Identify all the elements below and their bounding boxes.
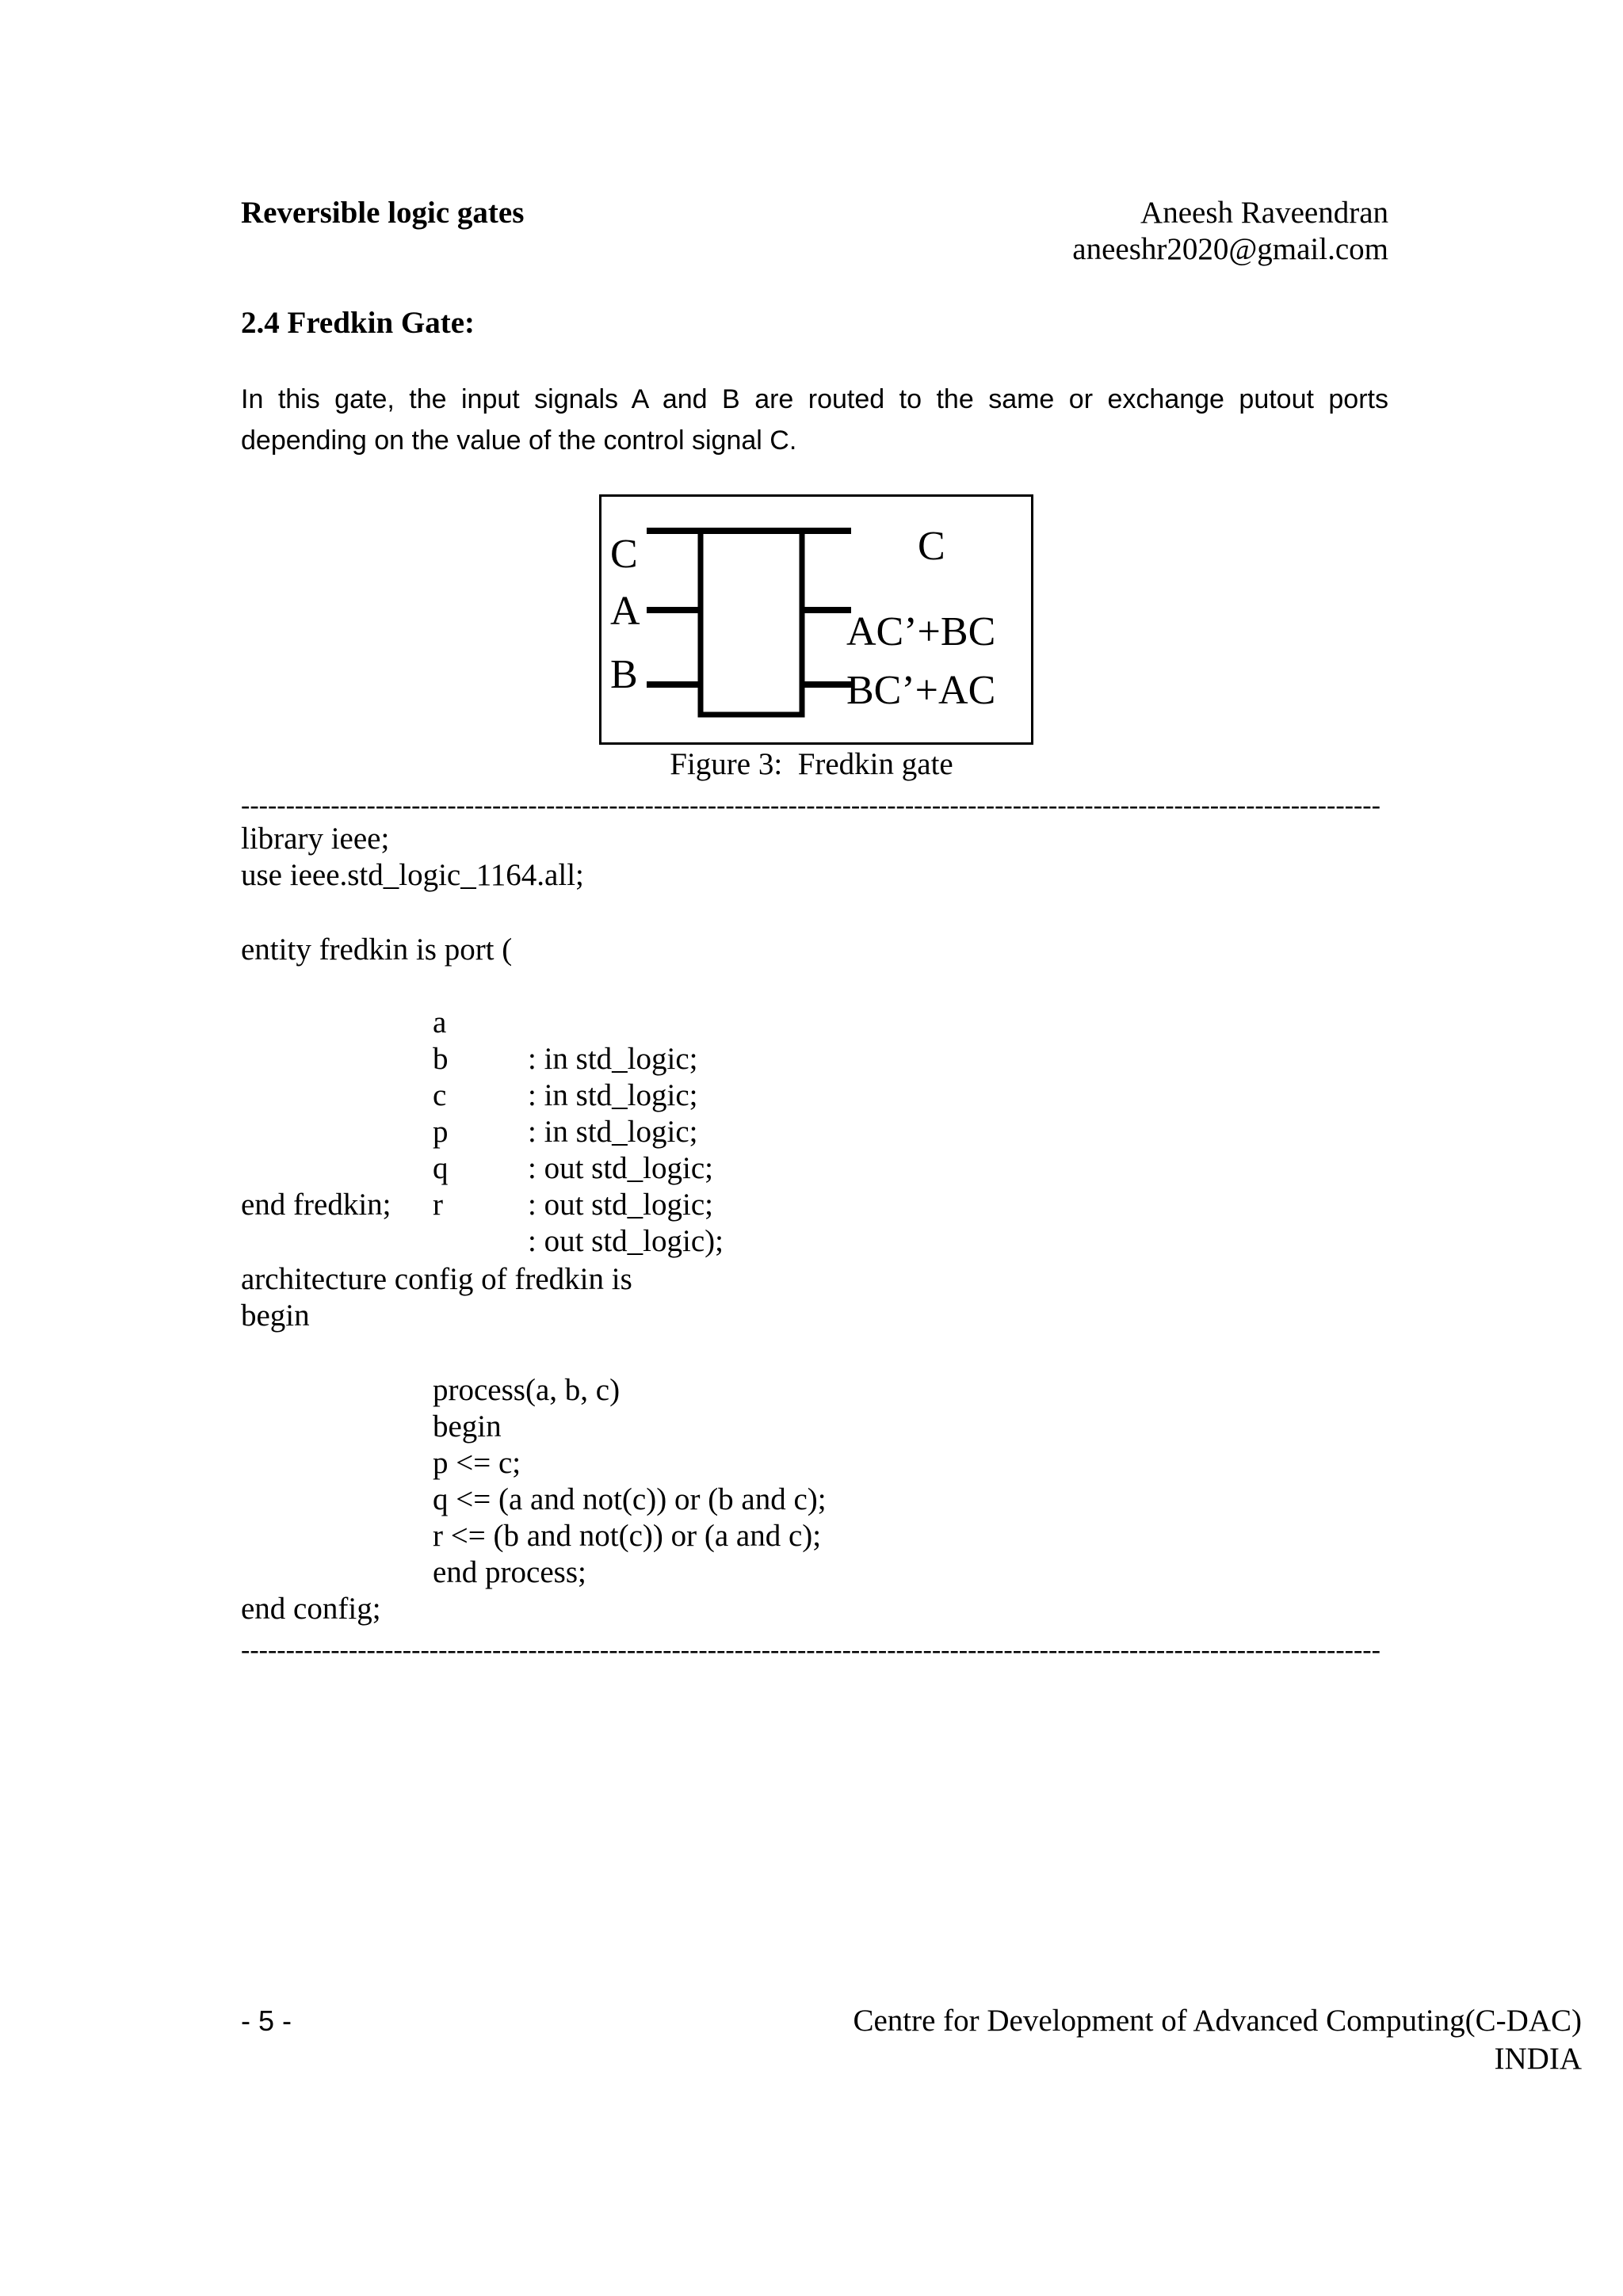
- port-type: : in std_logic;: [528, 1042, 698, 1076]
- separator-bottom: -------------------------------------------------------------------------------------------------------------------------------: [241, 1635, 1381, 1656]
- port-name: p: [433, 1115, 449, 1149]
- port-type: : in std_logic;: [528, 1078, 698, 1112]
- code-entity-close: end fredkin;: [241, 1188, 391, 1222]
- intro-paragraph: In this gate, the input signals A and B are routed to the same or exchange putout ports depending on the value of the control signal C.: [241, 384, 1388, 456]
- port-name: c: [433, 1078, 447, 1112]
- code-port-line: [0, 968, 951, 1076]
- code-entity-open: entity fredkin is port (: [241, 933, 513, 967]
- port-name: a: [433, 1005, 447, 1039]
- code-begin: begin: [241, 1299, 310, 1333]
- code-arch-close: end config;: [241, 1592, 381, 1626]
- port-name: b: [433, 1042, 449, 1076]
- code-process-line: begin: [433, 1409, 502, 1444]
- port-type: : out std_logic;: [528, 1188, 713, 1222]
- output-label-r: BC’+AC: [846, 668, 996, 713]
- gate-body: [701, 531, 802, 715]
- section-title: 2.4 Fredkin Gate:: [241, 306, 475, 340]
- input-label-c: C: [610, 532, 638, 577]
- fredkin-gate-diagram: [599, 494, 1033, 745]
- port-type: : out std_logic);: [528, 1224, 724, 1258]
- code-port-line: [0, 1041, 951, 1149]
- code-process-line: end process;: [433, 1555, 586, 1589]
- author-email: aneeshr2020@gmail.com: [1072, 232, 1388, 266]
- input-label-a: A: [610, 589, 640, 634]
- output-label-q: AC’+BC: [846, 609, 996, 654]
- port-name: r: [433, 1188, 443, 1222]
- output-label-c: C: [918, 524, 945, 569]
- code-process-line: p <= c;: [433, 1446, 521, 1480]
- separator-top: -------------------------------------------------------------------------------------------------------------------------------: [241, 791, 1381, 811]
- footer-organization: Centre for Development of Advanced Computing(C-DAC): [853, 2004, 1582, 2038]
- page-number: - 5 -: [241, 2004, 292, 2037]
- code-process-line: r <= (b and not(c)) or (a and c);: [433, 1519, 822, 1553]
- code-process-line: q <= (a and not(c)) or (b and c);: [433, 1482, 827, 1516]
- code-port-line: [0, 1005, 951, 1112]
- code-library: library ieee;: [241, 822, 390, 856]
- footer-country: INDIA: [1494, 2042, 1582, 2076]
- port-name: q: [433, 1151, 449, 1185]
- document-title: Reversible logic gates: [241, 196, 525, 230]
- figure-caption: Figure 3: Fredkin gate: [670, 747, 953, 781]
- code-use: use ieee.std_logic_1164.all;: [241, 858, 584, 892]
- code-arch-open: architecture config of fredkin is: [241, 1262, 632, 1296]
- port-type: : out std_logic;: [528, 1151, 713, 1185]
- author-name: Aneesh Raveendran: [1140, 196, 1388, 230]
- input-label-b: B: [610, 652, 638, 697]
- port-type: : in std_logic;: [528, 1115, 698, 1149]
- code-process-line: process(a, b, c): [433, 1373, 621, 1407]
